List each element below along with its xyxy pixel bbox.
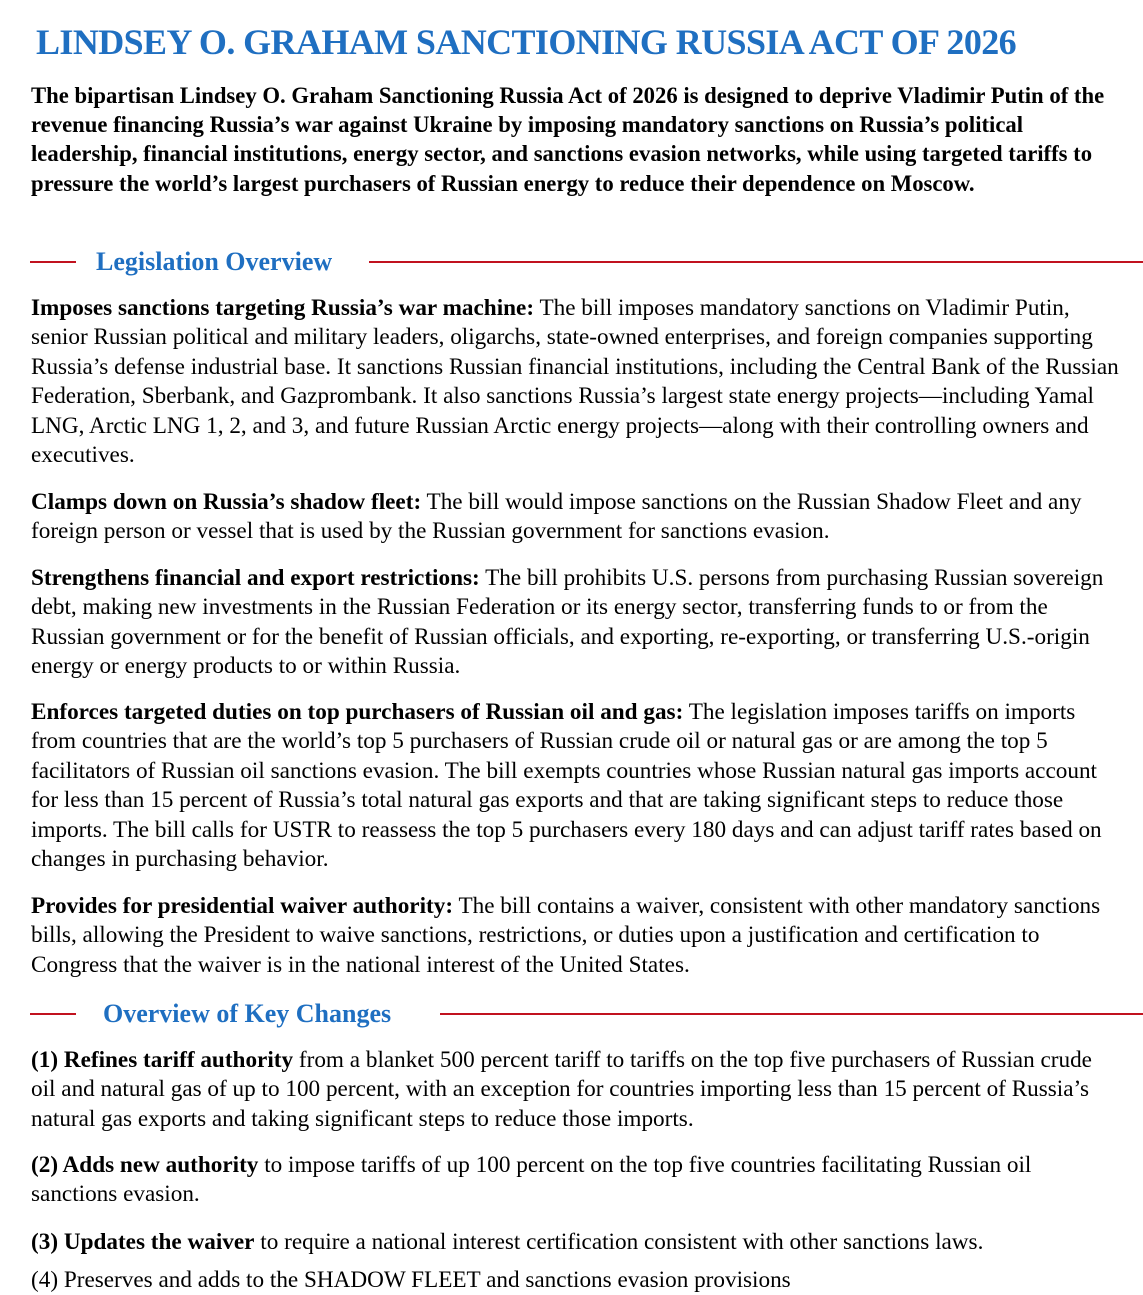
section-header-key-changes: [0, 998, 1143, 1032]
overview-paragraph: [31, 294, 1121, 470]
item-body: to require a national interest certification consistent with other sanctions laws.: [254, 1229, 984, 1255]
section-header-legislation-overview: [0, 246, 1143, 280]
key-change-item: [31, 1046, 1121, 1134]
paragraph-body: The bill contains a waiver, consistent with other mandatory sanctions bills, allowing the President to waive sanctions, restrictions, or duties upon a justification and certification to Congress that the waiver is in the national interest of the United States.: [31, 893, 1101, 978]
paragraph-lead: Imposes sanctions targeting Russia’s war machine:: [31, 295, 535, 321]
section-heading: Legislation Overview: [96, 247, 333, 276]
section-rule-left: [30, 261, 76, 263]
overview-paragraph: [31, 564, 1121, 682]
key-change-item: [31, 1228, 1121, 1257]
overview-paragraph: [31, 488, 1121, 547]
paragraph-lead: Clamps down on Russia’s shadow fleet:: [31, 489, 422, 515]
item-lead: (3) Updates the waiver: [31, 1229, 255, 1255]
paragraph-lead: Enforces targeted duties on top purchasers of Russian oil and gas:: [31, 699, 684, 725]
cutoff-text-line: [31, 1267, 1121, 1293]
section-rule-right: [440, 1013, 1143, 1015]
section-rule-left: [30, 1013, 76, 1015]
cutoff-line-text: (4) Preserves and adds to the SHADOW FLEET and sanctions evasion provisions: [31, 1267, 791, 1293]
paragraph-body: The bill would impose sanctions on the Russian Shadow Fleet and any foreign person or vessel that is used by the Russian government for sanctions evasion.: [31, 489, 1082, 545]
paragraph-body: The legislation imposes tariffs on imports from countries that are the world’s top 5 purchasers of Russian crude oil or natural gas or are among the top 5 facilitators of Russian oil sanctions evasion. The bill exempts countries whose Russian natural gas imports account for less than 15 percent of Russia’s total natural gas exports and that are taking significant steps to reduce those imports. The bill calls for USTR to reassess the top 5 purchasers every 180 days and can adjust tariff rates based on changes in purchasing behavior.: [31, 699, 1102, 873]
item-lead: (2) Adds new authority: [31, 1152, 259, 1178]
paragraph-body: The bill prohibits U.S. persons from purchasing Russian sovereign debt, making new investments in the Russian Federation or its energy sector, transferring funds to or from the Russian government or for the benefit of Russian officials, and exporting, re-exporting, or transferring U.S.-origin energy or energy products to or within Russia.: [31, 565, 1104, 680]
overview-paragraph: [31, 892, 1121, 980]
intro-summary: The bipartisan Lindsey O. Graham Sanctioning Russia Act of 2026 is designed to deprive Vladimir Putin of the revenue financing Russia’s war against Ukraine by imposing mandatory sanctions on Russia’s political leadership, financial institutions, energy sector, and sanctions evasion networks, while using targeted tariffs to pressure the world’s largest purchasers of Russian energy to reduce their dependence on Moscow.: [31, 83, 1105, 196]
item-body: to impose tariffs of up 100 percent on the top five countries facilitating Russian oil sanctions evasion.: [31, 1152, 1032, 1208]
paragraph-body: The bill imposes mandatory sanctions on Vladimir Putin, senior Russian political and military leaders, oligarchs, state-owned enterprises, and foreign companies supporting Russia’s defense industrial base. It sanctions Russian financial institutions, including the Central Bank of the Russian Federation, Sberbank, and Gazprombank. It also sanctions Russia’s largest state energy projects—including Yamal LNG, Arctic LNG 1, 2, and 3, and future Russian Arctic energy projects—along with their controlling owners and executives.: [31, 295, 1119, 469]
item-body: from a blanket 500 percent tariff to tariffs on the top five purchasers of Russian crude oil and natural gas of up to 100 percent, with an exception for countries importing less than 15 percent of Russia’s natural gas exports and taking significant steps to reduce those imports.: [31, 1047, 1092, 1132]
paragraph-lead: Strengthens financial and export restrictions:: [31, 565, 480, 591]
key-change-item: [31, 1151, 1121, 1210]
document-title: LINDSEY O. GRAHAM SANCTIONING RUSSIA ACT OF 2026: [36, 22, 1017, 62]
section-heading: Overview of Key Changes: [103, 999, 392, 1028]
item-lead: (1) Refines tariff authority: [31, 1047, 294, 1073]
overview-paragraph: [31, 698, 1121, 874]
paragraph-lead: Provides for presidential waiver authority:: [31, 893, 454, 919]
section-rule-right: [369, 261, 1143, 263]
